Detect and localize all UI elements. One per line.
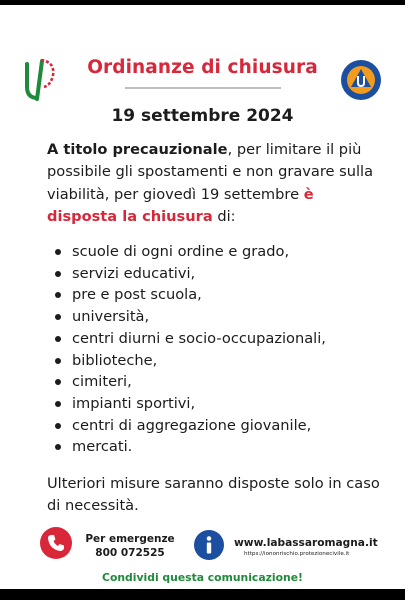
phone-icon[interactable] [40,527,72,559]
intro-tail: di: [212,207,236,225]
closures-list [55,241,395,458]
list-item: centri diurni e socio-occupazionali, [55,328,395,350]
website-link[interactable]: www.labassaromagna.it [234,537,378,549]
bullet-icon [55,271,61,277]
intro-highlight: è disposta la chiusura [47,185,314,225]
title-divider [125,87,281,89]
bullet-icon [55,292,61,298]
list-item: scuole di ogni ordine e grado, [55,241,395,263]
emergency-number[interactable]: 800 072525 [95,547,165,559]
bullet-icon [55,249,61,255]
intro-paragraph [47,139,387,228]
bullet-icon [55,336,61,342]
emergency-label: Per emergenze [85,533,175,545]
outro-paragraph: Ulteriori misure saranno disposte solo in caso di necessità. [47,475,380,515]
bullet-icon [55,444,61,450]
list-item: cimiteri, [55,371,395,393]
list-item: università, [55,306,395,328]
sub-url-link[interactable]: https://iononrischio.protezionecivile.it [244,551,350,557]
list-item: servizi educativi, [55,263,395,285]
list-item: mercati. [55,436,395,458]
bullet-icon [55,379,61,385]
bullet-icon [55,314,61,320]
list-item: impianti sportivi, [55,393,395,415]
notice-date: 19 settembre 2024 [111,106,294,126]
protezione-civile-logo-icon [340,59,382,101]
list-item: pre e post scuola, [55,284,395,306]
list-item: biblioteche, [55,350,395,372]
info-icon[interactable] [194,530,224,560]
bullet-icon [55,358,61,364]
bullet-icon [55,401,61,407]
intro-lead: A titolo precauzionale [47,141,228,158]
share-prompt: Condividi questa comunicazione! [102,571,303,584]
page-title: Ordinanze di chiusura [87,57,318,78]
emergency-contact [80,532,180,560]
bullet-icon [55,423,61,429]
list-item: centri di aggregazione giovanile, [55,415,395,437]
intro-body: , per limitare il più possibile gli spostamenti e non gravare sulla viabilità, per giovedì 19 settembre [47,141,374,203]
notice-card [0,5,405,589]
